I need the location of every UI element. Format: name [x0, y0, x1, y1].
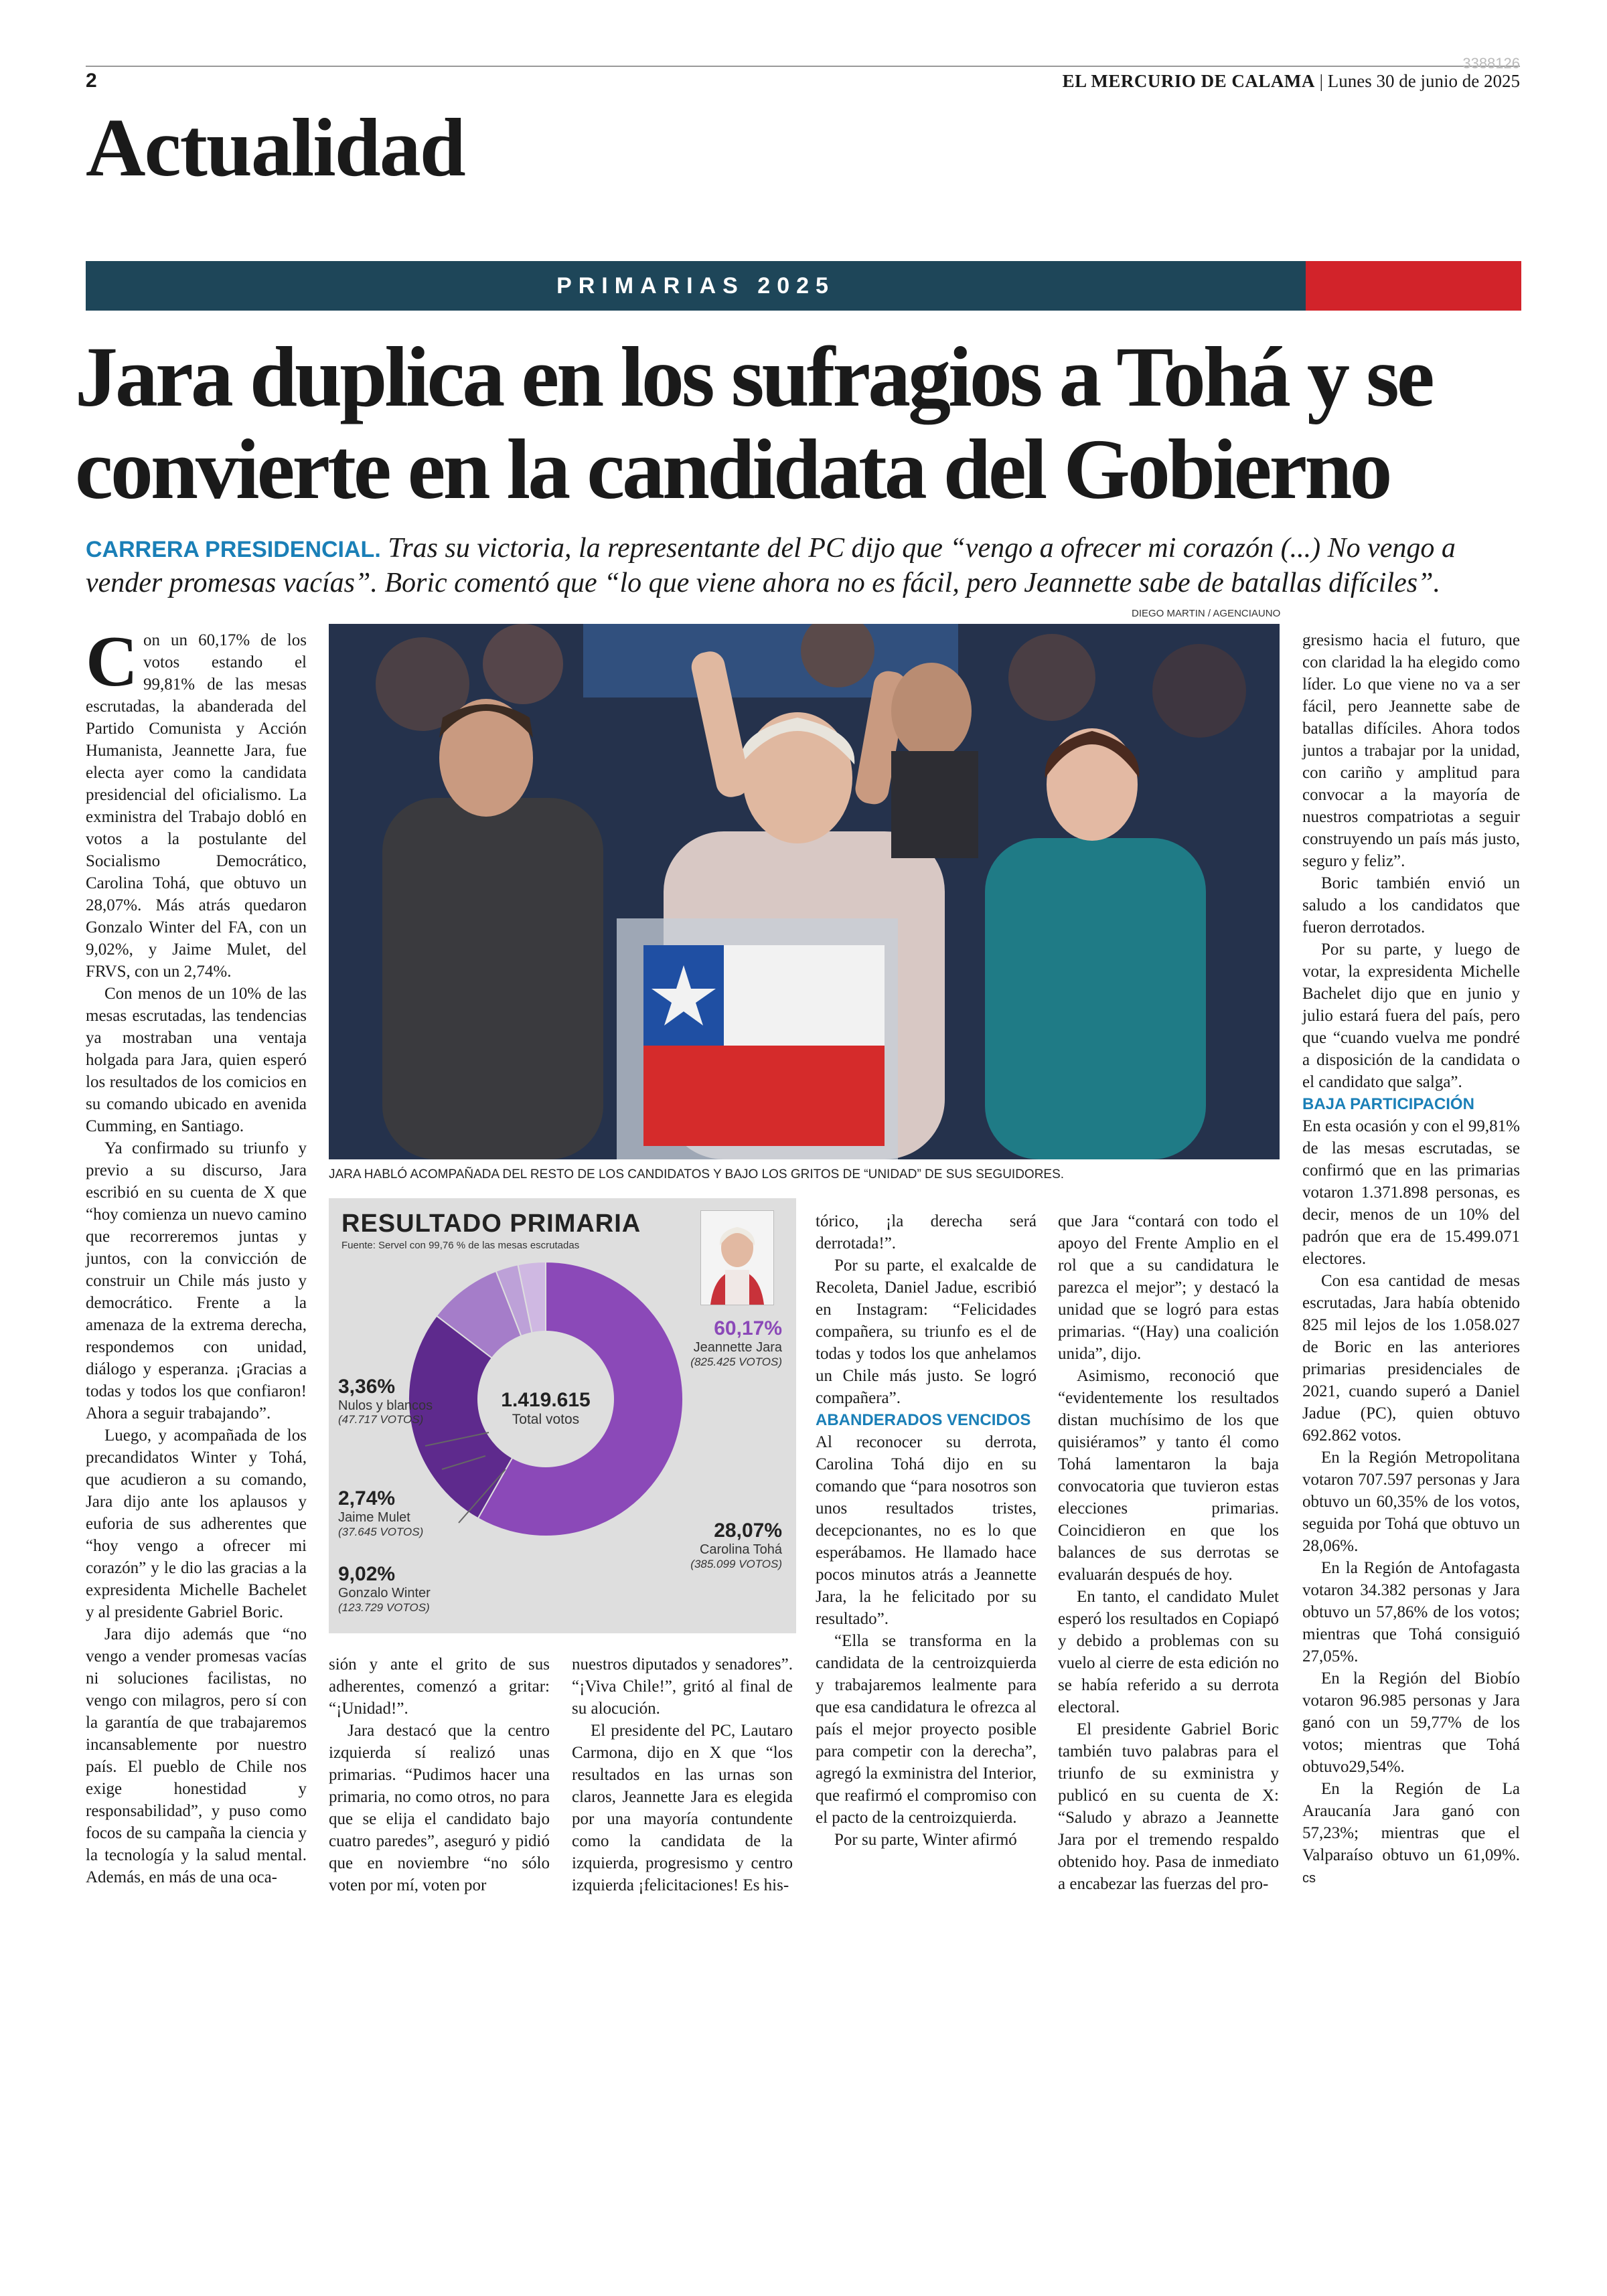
- col6-p6: En la Región Metropolitana votaron 707.597 personas y Jara obtuvo un 60,35% de los votos, seguida por Tohá que obtuvo un 28,06%.: [1302, 1449, 1520, 1555]
- photo-credit: DIEGO MARTIN / AGENCIAUNO: [1132, 608, 1281, 619]
- label-jara-name: Jeannette Jara: [693, 1340, 782, 1355]
- col1-p5: Jara dijo además que “no vengo a vender promesas vacías ni soluciones facilistas, no vengo con milagros, pero sí con la garantía de que trabajaremos incansablemente por nuestro país. El pueblo de Chile nos exige honestidad y responsabilidad”, y puso como focos de su campaña la ciencia y la tecnología y la salud mental. Además, en más de una oca-: [86, 1625, 307, 1886]
- label-mulet: [338, 1487, 472, 1539]
- col4-p3: Al reconocer su derrota, Carolina Tohá dijo en su comando que “para nosotros son unos resultados tristes, decepcionantes, no es lo que esperábamos. He llamado hace pocos minutos atrás a Jeannette Jara, la he felicitado por su resultado”.: [816, 1433, 1037, 1628]
- topic-band-accent: [1306, 261, 1521, 311]
- label-nulos: [338, 1376, 472, 1426]
- col4-p1: tórico, ¡la derecha será derrotada!”.: [816, 1212, 1037, 1252]
- chart-source: Fuente: Servel con 99,76 % de las mesas escrutadas: [341, 1240, 580, 1251]
- portrait-illustration: [701, 1211, 773, 1305]
- lead-kicker: CARRERA PRESIDENCIAL.: [86, 537, 381, 562]
- label-winter: [338, 1563, 485, 1615]
- col6-p1: gresismo hacia el futuro, que con claridad la ha elegido como líder. Lo que viene no va a ser fácil, pero Jeannette sabe de batallas difíciles. Ahora todos juntos a trabajar por la unidad, con cariño y amplitud para convocar a la mayoría de nuestros compatriotas a seguir construyendo un país más justo, seguro y feliz”.: [1302, 631, 1520, 870]
- col6-p7: En la Región de Antofagasta votaron 34.382 personas y Jara obtuvo un 57,86% de los votos; mientras que Tohá consiguió 27,05%.: [1302, 1559, 1520, 1665]
- label-winter-name: Gonzalo Winter: [338, 1586, 431, 1601]
- label-jara-pct: 60,17%: [714, 1317, 782, 1339]
- candidate-portrait: [700, 1210, 774, 1305]
- col6-p8: En la Región del Biobío votaron 96.985 personas y Jara ganó con un 59,77% de los votos; mientras que Tohá obtuvo29,54%.: [1302, 1669, 1520, 1776]
- newspaper-name: EL MERCURIO DE CALAMA: [1062, 71, 1315, 91]
- label-toha-votes: (385.099 VOTOS): [690, 1558, 782, 1570]
- donut-total-label: Total votos: [512, 1412, 580, 1427]
- label-winter-pct: 9,02%: [338, 1563, 396, 1585]
- col5-p2: Asimismo, reconoció que “evidentemente los resultados distan muchísimo de los que quisiéramos” y tanto él como Tohá lamentaron la baja convocatoria que tuvieron estas elecciones primarias. Coincidieron en que los balances de sus derrotas se evaluarán después de hoy.: [1058, 1367, 1279, 1584]
- col3-p1: nuestros diputados y senadores”. “¡Viva Chile!”, gritó al final de su alocución.: [572, 1655, 793, 1718]
- col1-p2: Con menos de un 10% de las mesas escrutadas, las tendencias ya mostraban una ventaja holgada para Jara, quien esperó los resultados de los comicios en su comando ubicado en avenida Cumming, en Santiago.: [86, 985, 307, 1135]
- subhead-abanderados: ABANDERADOS VENCIDOS: [816, 1411, 1031, 1429]
- col4-p2: Por su parte, el exalcalde de Recoleta, Daniel Jadue, escribió en Instagram: “Felicidades compañera, su triunfo es el de todas y todos los que anhelamos un Chile más justo. Se logró compañera”.: [816, 1256, 1037, 1407]
- col4-p5: Por su parte, Winter afirmó: [834, 1831, 1017, 1849]
- col6-p4: En esta ocasión y con el 99,81% de las mesas escrutadas, se confirmó que en las primarias votaron 1.371.898 personas, es decir, menos de un 10% del padrón que era de 15.499.071 electores.: [1302, 1117, 1520, 1268]
- headline-line-2: convierte en la candidata del Gobierno: [75, 422, 1390, 517]
- drop-cap: C: [86, 622, 138, 702]
- subhead-baja-participacion: BAJA PARTICIPACIÓN: [1302, 1095, 1474, 1113]
- page-number: 2: [86, 70, 97, 92]
- section-title: Actualidad: [86, 102, 465, 193]
- label-mulet-pct: 2,74%: [338, 1487, 396, 1509]
- watermark-id: 3388126: [1462, 55, 1520, 72]
- lead-paragraph: [86, 531, 1519, 600]
- article-column-2: [329, 1653, 550, 1896]
- col1-p4: Luego, y acompañada de los precandidatos Winter y Tohá, que acudieron a su comando, Jara dijo ante los aplausos y euforia de sus adherentes que “hoy vengo a ofrecer mi corazón” y le dio las gracias a la expresidenta Michelle Bachelet y al presidente Gabriel Boric.: [86, 1426, 307, 1621]
- label-toha: [656, 1520, 782, 1571]
- donut-total: 1.419.615: [501, 1389, 591, 1411]
- header-rule: [86, 66, 1520, 67]
- label-winter-votes: (123.729 VOTOS): [338, 1601, 430, 1614]
- col1-p1: on un 60,17% de los votos estando el 99,81% de las mesas escrutadas, la abanderada del Partido Comunista y Acción Humanista, Jeannette Jara, fue electa ayer como la candidata presidencial del oficialismo. La exministra del Trabajo dobló en votos a la postulante del Socialismo Democrático, Carolina Tohá, que obtuvo un 28,07%. Más atrás quedaron Gonzalo Winter del FA, con un 9,02%, y Jaime Mulet, del FRVS, con un 2,74%.: [86, 631, 307, 981]
- label-nulos-pct: 3,36%: [338, 1376, 396, 1398]
- label-jara: [670, 1317, 782, 1369]
- article-column-5: [1058, 1210, 1279, 1895]
- donut-center: [469, 1389, 623, 1428]
- headline-line-1: Jara duplica en los sufragios a Tohá y se: [75, 329, 1432, 424]
- label-toha-name: Carolina Tohá: [699, 1542, 782, 1557]
- photo-caption: JARA HABLÓ ACOMPAÑADA DEL RESTO DE LOS CANDIDATOS Y BAJO LOS GRITOS DE “UNIDAD” DE SUS SEGUIDORES.: [329, 1167, 1065, 1181]
- masthead: EL MERCURIO DE CALAMA | Lunes 30 de junio de 2025: [1062, 71, 1520, 91]
- col5-p4: El presidente Gabriel Boric también tuvo palabras para el triunfo de su exministra y publicó en su cuenta de X: “Saludo y abrazo a Jeannette Jara por el tremendo respaldo obtenido hoy. Pasa de inmediato a encabezar las fuerzas del pro-: [1058, 1720, 1279, 1893]
- end-mark: cs: [1302, 1871, 1316, 1886]
- lead-text: Tras su victoria, la representante del PC dijo que “vengo a ofrecer mi corazón (...) No vengo a vender promesas vacías”. Boric comentó que “lo que viene ahora no es fácil, pero Jeannette sabe de batallas difíciles”.: [86, 533, 1456, 598]
- col6-p9: En la Región de La Araucanía Jara ganó con 57,23%; mientras que el Valparaíso obtuvo un 61,09%.: [1302, 1780, 1520, 1864]
- col4-p4: “Ella se transforma en la candidata de la centroizquierda y trabajaremos lealmente para que esa candidatura le ofrezca al país el mejor proyecto posible para competir con la derecha”, agregó la exministra del Interior, que reafirmó el compromiso con el pacto de la centroizquierda.: [816, 1632, 1037, 1827]
- col6-p5: Con esa cantidad de mesas escrutadas, Jara había obtenido 825 mil lejos de los 1.058.027 de Boric en las anteriores primarias presidenciales de 2021, cuando superó a Daniel Jadue (PC), quien obtuvo 692.862 votos.: [1302, 1272, 1520, 1445]
- article-column-1: [86, 622, 307, 1888]
- col3-p2: El presidente del PC, Lautaro Carmona, dijo en X que “los resultados en las urnas son claros, Jeannette Jara es elegida por una mayoría contundente como la candidata de la izquierda, progresismo y centro izquierda ¡felicitaciones! Es his-: [572, 1722, 793, 1894]
- label-nulos-votes: (47.717 VOTOS): [338, 1413, 424, 1426]
- label-mulet-name: Jaime Mulet: [338, 1510, 410, 1525]
- label-toha-pct: 28,07%: [714, 1520, 782, 1542]
- col6-p3: Por su parte, y luego de votar, la expresidenta Michelle Bachelet dijo que en junio y julio estará fuera del país, pero que “cuando vuelva me pondré a disposición de la candidata o el candidato que salga”.: [1302, 940, 1520, 1091]
- col1-p3: Ya confirmado su triunfo y previo a su discurso, Jara escribió en su cuenta de X que “hoy comienza un nuevo camino que recorreremos juntas y juntos, con la convicción de construir un Chile más justo y democrático. Frente a la amenaza de la extrema derecha, respondemos con unidad, diálogo y esperanza. ¡Gracias a todas y todos los que confiaron! Ahora a seguir trabajando”.: [86, 1139, 307, 1422]
- issue-date: Lunes 30 de junio de 2025: [1327, 71, 1520, 91]
- celebration-photo: [329, 624, 1280, 1159]
- article-column-6: [1302, 629, 1520, 1890]
- headline: [75, 331, 1528, 515]
- article-column-4: [816, 1210, 1037, 1851]
- col2-p2: Jara destacó que la centro izquierda sí realizó unas primarias. “Pudimos hacer una primaria, no como otros, no para que se elija el candidato bajo cuatro paredes”, aseguró y pidió que en noviembre “no sólo voten por mí, voten por: [329, 1722, 550, 1894]
- photo-illustration: [329, 624, 1280, 1159]
- label-mulet-votes: (37.645 VOTOS): [338, 1526, 424, 1538]
- col5-p1: que Jara “contará con todo el apoyo del Frente Amplio en el rol que a su candidatura le parezca el mejor”; y destacó la unidad que se logró para estas primarias. “(Hay) una coalición unida”, dijo.: [1058, 1212, 1279, 1363]
- col6-p2: Boric también envió un saludo a los candidatos que fueron derrotados.: [1302, 874, 1520, 936]
- label-jara-votes: (825.425 VOTOS): [690, 1356, 782, 1368]
- topic-band-label: PRIMARIAS 2025: [556, 273, 835, 299]
- col5-p3: En tanto, el candidato Mulet esperó los resultados en Copiapó y debido a problemas con su vuelo al cierre de esta edición no se había referido a su derrota electoral.: [1058, 1588, 1279, 1716]
- label-nulos-name: Nulos y blancos: [338, 1398, 433, 1413]
- chart-title: RESULTADO PRIMARIA: [341, 1210, 641, 1238]
- col2-p1: sión y ante el grito de sus adherentes, comenzó a gritar: “¡Unidad!”.: [329, 1655, 550, 1718]
- article-column-3: [572, 1653, 793, 1896]
